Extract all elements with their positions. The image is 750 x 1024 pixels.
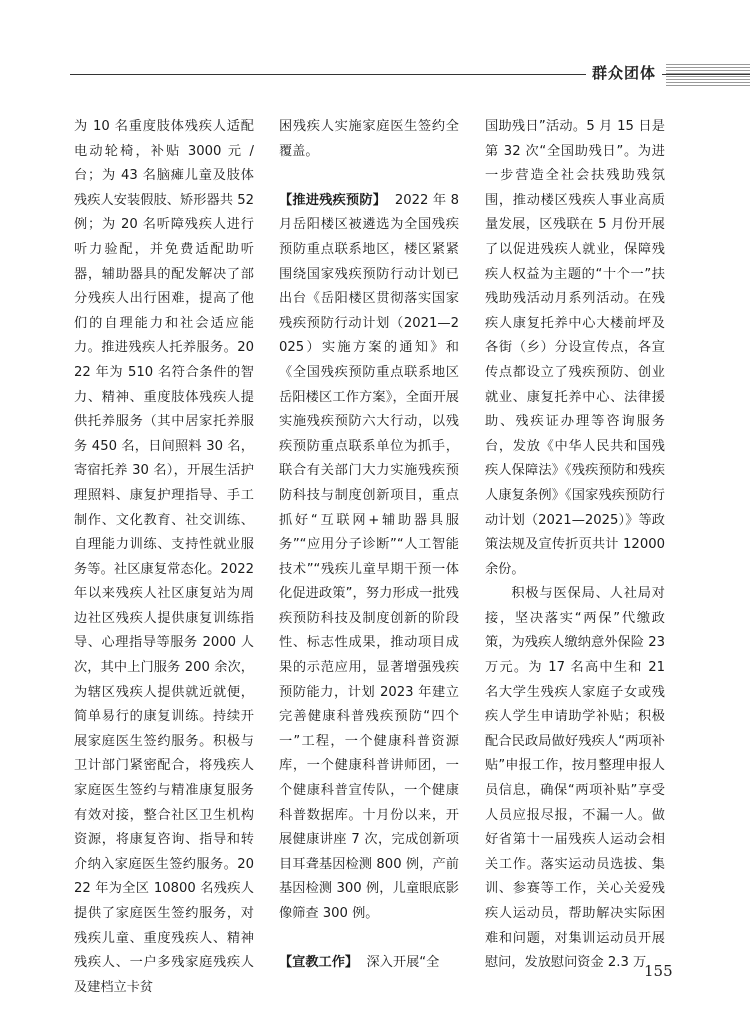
page-number: 155 — [644, 962, 673, 980]
section-paragraph-prevention — [279, 189, 459, 927]
paragraph: 国助残日”活动。5 月 15 日是第 32 次“全国助残日”。为进一步营造全社会扶残助残氛围，推动楼区残疾人事业高质量发展，区残联在 5 月份开展了以促进残疾人就业，保障残疾人权益为主题的“十个一”扶残助残活动月系列活动。在残疾人康复托养中心大楼前坪及各街（乡）分设宣传点，各宣传点都设立了残疾预防、创业就业、康复托养中心、法律援助、残疾证办理等咨询服务台，发放《中华人民共和国残疾人保障法》《残疾预防和残疾人康复条例》《国家残疾预防行动计划（2021—2025）》等政策法规及宣传折页共计 12000 余份。 — [485, 119, 665, 577]
paragraph: 为 10 名重度肢体残疾人适配电动轮椅，补贴 3000 元 / 台；为 43 名脑瘫儿童及肢体残疾人安装假肢、矫形器共 52 例；为 20 名听障残疾人进行听力验配，并免费适配助听器，辅助器具的配发解决了部分残疾人出行困难，提高了他们的自理能力和社会适应能力。推进残疾人托养服务。2022 年为 510 名符合条件的智力、精神、重度肢体残疾人提供托养服务（其中居家托养服务 450 名，日间照料 30 名，寄宿托养 30 名），开展生活护理照料、康复护理指导、手工制作、文化教育、社交训练、自理能力训练、支持性就业服务等。社区康复常态化。2022 年以来残疾人社区康复站为周边社区残疾人提供康复训练指导、心理指导等服务 2000 人次，其中上门服务 200 余次，为辖区残疾人提供就近就便，简单易行的康复训练。持续开展家庭医生签约服务。积极与卫计部门紧密配合，将残疾人家庭医生签约与精准康复服务有效对接，整合社区卫生机构资源，将康复咨询、指导和转介纳入家庭医生签约服务。2022 年为全区 10800 名残疾人提供了家庭医生签约服务，对残疾儿童、重度残疾人、精神残疾人、一户多残家庭残疾人及建档立卡贫 — [74, 119, 254, 995]
text-column-1 — [74, 115, 254, 1000]
section-heading-prevention: 【推进残疾预防】 — [279, 192, 387, 208]
section-heading-publicity: 【宣教工作】 — [279, 955, 359, 971]
header-stripes-decoration — [666, 64, 750, 86]
section-text-prevention: 2022 年 8 月岳阳楼区被遴选为全国残疾预防重点联系地区，楼区紧紧围绕国家残疾预防行动计划已出台《岳阳楼区贯彻落实国家残疾预防行动计划（2021—2025）实施方案的通知》和《全国残疾预防重点联系地区岳阳楼区工作方案》，全面开展实施残疾预防六大行动，以残疾预防重点联系单位为抓手，联合有关部门大力实施残疾预防科技与制度创新项目，重点抓好“互联网+辅助器具服务”“应用分子诊断”“人工智能技术”“残疾儿童早期干预一体化促进政策”，努力形成一批残疾预防科技及制度创新的阶段性、标志性成果，推动项目成果的示范应用，显著增强残疾预防能力，计划 2023 年建立完善健康科普残疾预防“四个一”工程，一个健康科普资源库，一个健康科普讲师团，一个健康科普宣传队，一个健康科普数据库。十月份以来，开展健康讲座 7 次，完成创新项目耳聋基因检测 800 例，产前基因检测 300 例，儿童眼底影像筛查 300 例。 — [279, 192, 459, 921]
section-text-publicity: 深入开展“全 — [366, 955, 440, 971]
text-column-2 — [279, 115, 459, 976]
paragraph: 积极与医保局、人社局对接，坚决落实“两保”代缴政策，为残疾人缴纳意外保险 23 万元。为 17 名高中生和 21 名大学生残疾人家庭子女或残疾人学生申请助学补贴；积极配合民政局做好残疾人“两项补贴”申报工作，按月整理申报人员信息，确保“两项补贴”享受人员应报尽报，不漏一人。做好省第十一届残疾人运动会相关工作。落实运动员选拔、集训、参赛等工作，关心关爱残疾人运动员，帮助解决实际困难和问题，对集训运动员开展慰问，发放慰问资金 2.3 万 — [485, 586, 665, 971]
section-paragraph-publicity — [279, 951, 459, 976]
paragraph: 困残疾人实施家庭医生签约全覆盖。 — [279, 119, 459, 159]
text-column-3 — [485, 115, 665, 976]
section-title: 群众团体 — [586, 62, 662, 83]
